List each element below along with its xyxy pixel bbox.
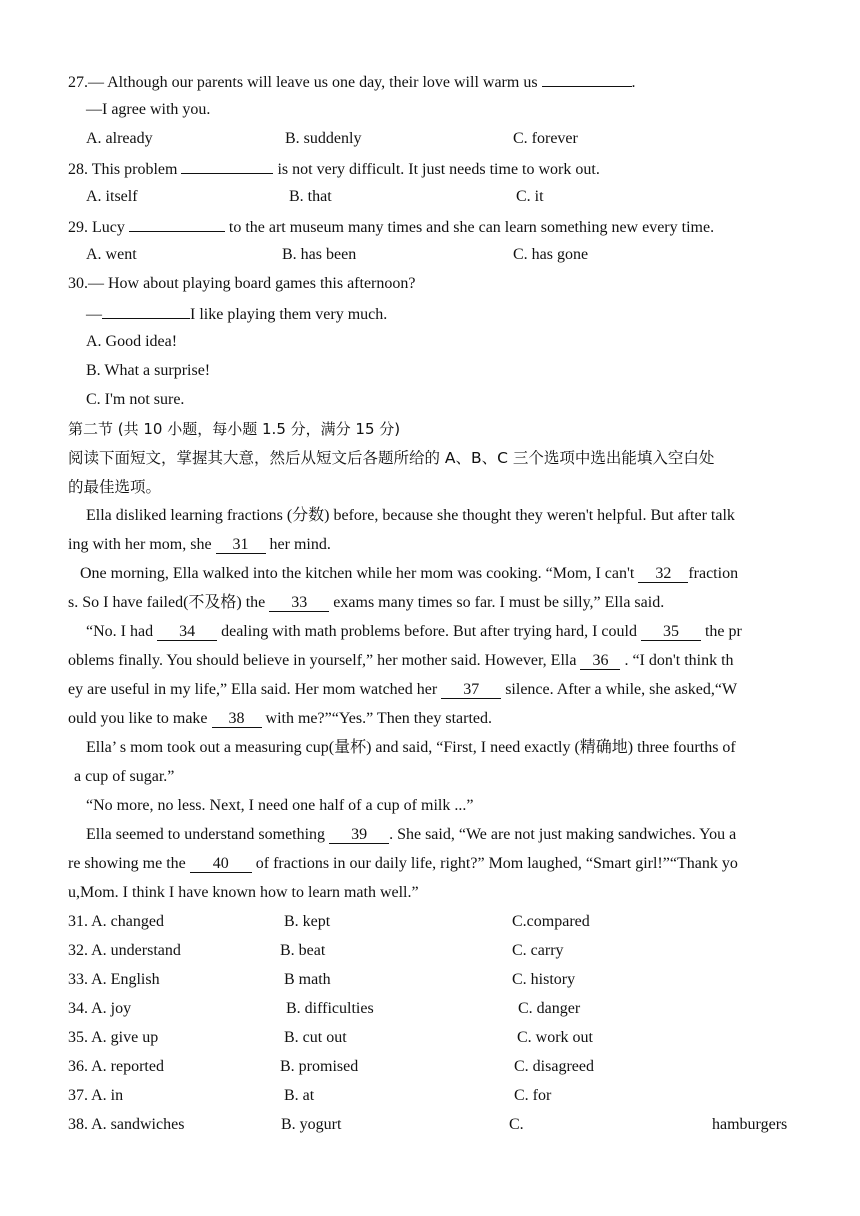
passage-line: s. So I have failed(不及格) the 33 exams many times so far. I must be silly,” Ella said. — [68, 594, 665, 611]
option-35-a: 35. A. give up — [68, 1029, 159, 1046]
blank-32: 32 — [638, 565, 688, 583]
passage-line: Ella seemed to understand something 39 . She said, “We are not just making sandwiches. You a — [86, 826, 737, 843]
q30-option-a: A. Good idea! — [86, 333, 178, 350]
passage-line: ould you like to make 38 with me?”“Yes.” Then they started. — [68, 710, 492, 727]
q28-option-a: A. itself — [86, 188, 138, 205]
option-34-c: C. danger — [518, 1000, 581, 1017]
blank-40: 40 — [190, 855, 252, 873]
option-38-a: 38. A. sandwiches — [68, 1116, 185, 1133]
passage-line: re showing me the 40 of fractions in our daily life, right?” Mom laughed, “Smart girl!”“Thank yo — [68, 855, 738, 872]
passage-line: a cup of sugar.” — [74, 768, 175, 785]
blank-37: 37 — [441, 681, 501, 699]
option-33-b: B math — [284, 971, 331, 988]
option-35-b: B. cut out — [284, 1029, 347, 1046]
passage-line: “No. I had 34 dealing with math problems before. But after trying hard, I could 35 the pr — [86, 623, 742, 640]
q27-option-c: C. forever — [513, 130, 578, 147]
passage-line: ing with her mom, she 31 her mind. — [68, 536, 331, 553]
option-37-a: 37. A. in — [68, 1087, 124, 1104]
option-38-c: C. — [509, 1116, 524, 1133]
blank-39: 39 — [329, 826, 389, 844]
option-34-b: B. difficulties — [286, 1000, 374, 1017]
passage-line: ey are useful in my life,” Ella said. Her mom watched her 37 silence. After a while, she asked,“W — [68, 681, 738, 698]
q29-option-a: A. went — [86, 246, 137, 263]
answer-blank — [542, 71, 632, 87]
blank-36: 36 — [580, 652, 620, 670]
option-34-a: 34. A. joy — [68, 1000, 132, 1017]
passage-line: u,Mom. I think I have known how to learn math well.” — [68, 884, 419, 901]
q29-option-c: C. has gone — [513, 246, 589, 263]
option-31-a: 31. A. changed — [68, 913, 164, 930]
option-35-c: C. work out — [517, 1029, 593, 1046]
option-31-b: B. kept — [284, 913, 331, 930]
option-31-c: C.compared — [512, 913, 590, 930]
answer-blank — [181, 158, 273, 174]
passage-line: Ella disliked learning fractions (分数) before, because she thought they weren't helpful. But after talk — [86, 507, 735, 524]
option-32-a: 32. A. understand — [68, 942, 181, 959]
passage-line: “No more, no less. Next, I need one half of a cup of milk ...” — [86, 797, 474, 814]
q28-option-b: B. that — [289, 188, 332, 205]
blank-34: 34 — [157, 623, 217, 641]
q29-option-b: B. has been — [282, 246, 357, 263]
section2-instructions-line1: 阅读下面短文，掌握其大意，然后从短文后各题所给的 A、B、C 三个选项中选出能填入空白处 — [68, 449, 715, 467]
option-36-b: B. promised — [280, 1058, 359, 1075]
blank-38: 38 — [212, 710, 262, 728]
q27-reply: —I agree with you. — [86, 101, 211, 118]
option-32-c: C. carry — [512, 942, 564, 959]
option-37-c: C. for — [514, 1087, 552, 1104]
section2-instructions-line2: 的最佳选项。 — [68, 478, 162, 496]
q27-stem: 27.— Although our parents will leave us one day, their love will warm us . — [68, 71, 636, 93]
passage-line: oblems finally. You should believe in yourself,” her mother said. However, Ella 36 . “I don't think th — [68, 652, 734, 669]
passage-line: One morning, Ella walked into the kitchen while her mom was cooking. “Mom, I can't 32 fraction — [80, 565, 739, 582]
q30-reply: — I like playing them very much. — [86, 303, 387, 325]
option-33-a: 33. A. English — [68, 971, 160, 988]
blank-31: 31 — [216, 536, 266, 554]
answer-blank — [102, 303, 190, 319]
blank-33: 33 — [269, 594, 329, 612]
q30-option-c: C. I'm not sure. — [86, 391, 185, 408]
option-36-c: C. disagreed — [514, 1058, 594, 1075]
q30-option-b: B. What a surprise! — [86, 362, 211, 379]
option-37-b: B. at — [284, 1087, 315, 1104]
option-38-c-text: hamburgers — [712, 1116, 788, 1133]
q28-stem: 28. This problem is not very difficult. It just needs time to work out. — [68, 158, 600, 180]
option-32-b: B. beat — [280, 942, 326, 959]
blank-35: 35 — [641, 623, 701, 641]
q29-stem: 29. Lucy to the art museum many times and she can learn something new every time. — [68, 216, 714, 238]
option-38-b: B. yogurt — [281, 1116, 342, 1133]
option-33-c: C. history — [512, 971, 576, 988]
q27-option-b: B. suddenly — [285, 130, 362, 147]
passage-line: Ella’ s mom took out a measuring cup(量杯) and said, “First, I need exactly (精确地) three fourths of — [86, 739, 736, 756]
option-36-a: 36. A. reported — [68, 1058, 164, 1075]
q28-option-c: C. it — [516, 188, 544, 205]
q27-option-a: A. already — [86, 130, 153, 147]
q30-stem: 30.— How about playing board games this afternoon? — [68, 275, 416, 292]
section2-heading: 第二节 (共 10 小题，每小题 1.5 分，满分 15 分) — [68, 420, 401, 438]
answer-blank — [129, 216, 225, 232]
